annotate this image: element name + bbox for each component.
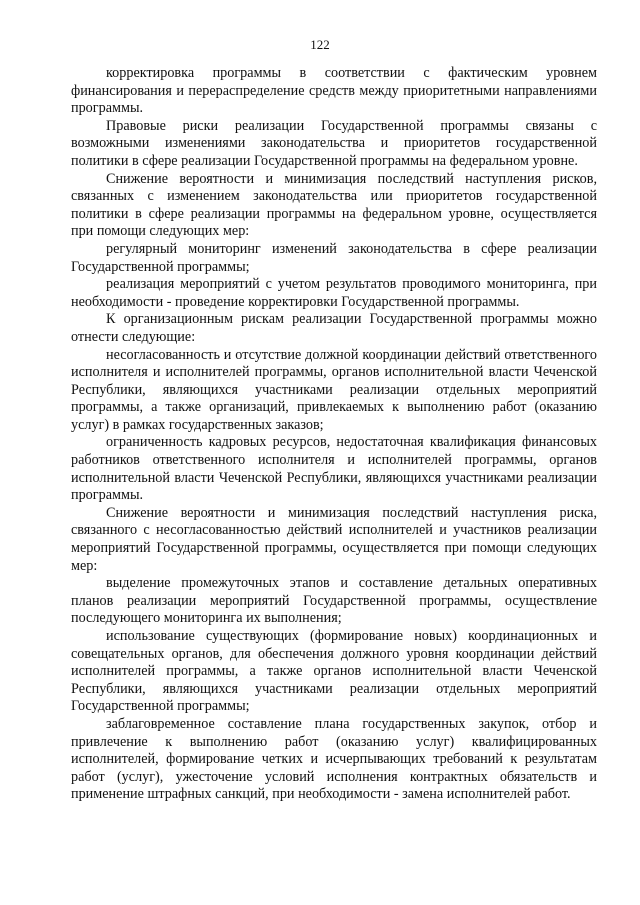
paragraph-interim-stages: выделение промежуточных этапов и составление детальных оперативных планов реализации мероприятий Государственной программы, осуществление последующего мониторинга их выполнения; (71, 575, 597, 627)
paragraph-staff-risk: ограниченность кадровых ресурсов, недостаточная квалификация финансовых работников ответственного исполнителя и исполнителей программы, органов исполнительной власти Чеченской Республики, являющихся участниками реализации программы. (71, 434, 597, 504)
page-number: 122 (310, 37, 330, 52)
document-body (71, 65, 597, 804)
paragraph-coordination-mitigation: Снижение вероятности и минимизация последствий наступления риска, связанного с несогласованностью действий исполнителей и участников реализации мероприятий Государственной программы, осуществляется при помощи следующих мер: (71, 504, 597, 574)
paragraph-coordination-risk: несогласованность и отсутствие должной координации действий ответственного исполнителя и исполнителей программы, органов исполнительной власти Чеченской Республики, являющихся участниками реализации отдельных мероприятий программы, а также организаций, привлекаемых к выполнению работ (оказанию услуг) в рамках государственных заказов; (71, 346, 597, 433)
paragraph-legal-risk-mitigation: Снижение вероятности и минимизация последствий наступления рисков, связанных с изменением законодательства или приоритетов государственной политики в сфере реализации программы на федеральном уровне, осуществляется при помощи следующих мер: (71, 170, 597, 240)
paragraph-budget-adjustment: корректировка программы в соответствии с фактическим уровнем финансирования и перераспределение средств между приоритетными направлениями программы. (71, 65, 597, 117)
paragraph-legislation-monitoring: регулярный мониторинг изменений законодательства в сфере реализации Государственной программы; (71, 240, 597, 275)
paragraph-organizational-risks: К организационным рискам реализации Государственной программы можно отнести следующие: (71, 311, 597, 345)
paragraph-procurement-planning: заблаговременное составление плана государственных закупок, отбор и привлечение к выполнению работ (оказанию услуг) квалифицированных исполнителей, формирование четких и исчерпывающих требований к результатам работ (услуг), ужесточение условий исполнения контрактных обязательств и применение штрафных санкций, при необходимости - замена исполнителей работ. (71, 715, 597, 803)
paragraph-program-correction: реализация мероприятий с учетом результатов проводимого мониторинга, при необходимости - проведение корректировки Государственной программы. (71, 276, 597, 310)
paragraph-legal-risks: Правовые риски реализации Государственной программы связаны с возможными изменениями законодательства и приоритетов государственной политики в сфере реализации Государственной программы на федеральном уровне. (71, 117, 597, 169)
paragraph-coordination-bodies: использование существующих (формирование новых) координационных и совещательных органов, для обеспечения должного уровня координации действий исполнителей программы, а также органов исполнительной власти Чеченской Республики, являющихся участниками реализации отдельных мероприятий Государственной программы; (71, 628, 597, 715)
